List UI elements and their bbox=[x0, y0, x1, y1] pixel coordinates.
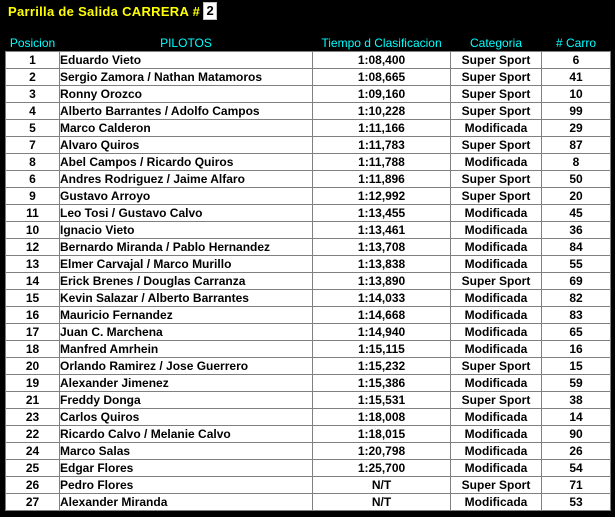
qualifying-time-cell: 1:13,890 bbox=[313, 273, 451, 290]
qualifying-time-cell: 1:15,232 bbox=[313, 358, 451, 375]
car-number-cell: 6 bbox=[542, 52, 611, 69]
driver-cell: Andres Rodriguez / Jaime Alfaro bbox=[60, 171, 313, 188]
car-number-cell: 83 bbox=[542, 307, 611, 324]
category-cell: Modificada bbox=[451, 222, 542, 239]
car-number-cell: 50 bbox=[542, 171, 611, 188]
driver-cell: Pedro Flores bbox=[60, 477, 313, 494]
qualifying-time-cell: 1:11,783 bbox=[313, 137, 451, 154]
category-cell: Super Sport bbox=[451, 358, 542, 375]
driver-cell: Ignacio Vieto bbox=[60, 222, 313, 239]
car-number-cell: 20 bbox=[542, 188, 611, 205]
position-cell: 19 bbox=[6, 375, 60, 392]
qualifying-time-cell: 1:08,665 bbox=[313, 69, 451, 86]
column-header-tiempo: Tiempo d Clasificacion bbox=[313, 34, 451, 52]
position-cell: 26 bbox=[6, 477, 60, 494]
category-cell: Modificada bbox=[451, 375, 542, 392]
position-cell: 16 bbox=[6, 307, 60, 324]
position-cell: 21 bbox=[6, 392, 60, 409]
qualifying-time-cell: 1:11,896 bbox=[313, 171, 451, 188]
car-number-cell: 10 bbox=[542, 86, 611, 103]
car-number-cell: 59 bbox=[542, 375, 611, 392]
driver-cell: Sergio Zamora / Nathan Matamoros bbox=[60, 69, 313, 86]
qualifying-time-cell: 1:11,166 bbox=[313, 120, 451, 137]
position-cell: 13 bbox=[6, 256, 60, 273]
page-title: Parrilla de Salida CARRERA # bbox=[8, 3, 201, 19]
car-number-cell: 16 bbox=[542, 341, 611, 358]
table-row bbox=[6, 324, 611, 341]
car-number-cell: 29 bbox=[542, 120, 611, 137]
position-cell: 24 bbox=[6, 443, 60, 460]
category-cell: Modificada bbox=[451, 239, 542, 256]
column-header-carro: # Carro bbox=[542, 34, 611, 52]
driver-cell: Edgar Flores bbox=[60, 460, 313, 477]
car-number-cell: 15 bbox=[542, 358, 611, 375]
position-cell: 27 bbox=[6, 494, 60, 511]
car-number-cell: 8 bbox=[542, 154, 611, 171]
qualifying-time-cell: 1:13,708 bbox=[313, 239, 451, 256]
driver-cell: Marco Calderon bbox=[60, 120, 313, 137]
driver-cell: Mauricio Fernandez bbox=[60, 307, 313, 324]
category-cell: Super Sport bbox=[451, 273, 542, 290]
table-row bbox=[6, 375, 611, 392]
car-number-cell: 54 bbox=[542, 460, 611, 477]
qualifying-time-cell: 1:13,461 bbox=[313, 222, 451, 239]
driver-cell: Kevin Salazar / Alberto Barrantes bbox=[60, 290, 313, 307]
table-row bbox=[6, 86, 611, 103]
table-row bbox=[6, 477, 611, 494]
starting-grid-table bbox=[5, 34, 611, 511]
position-cell: 22 bbox=[6, 426, 60, 443]
category-cell: Modificada bbox=[451, 341, 542, 358]
qualifying-time-cell: 1:18,008 bbox=[313, 409, 451, 426]
driver-cell: Alexander Jimenez bbox=[60, 375, 313, 392]
category-cell: Modificada bbox=[451, 205, 542, 222]
table-row bbox=[6, 120, 611, 137]
driver-cell: Elmer Carvajal / Marco Murillo bbox=[60, 256, 313, 273]
qualifying-time-cell: 1:14,940 bbox=[313, 324, 451, 341]
car-number-cell: 65 bbox=[542, 324, 611, 341]
category-cell: Super Sport bbox=[451, 477, 542, 494]
position-cell: 5 bbox=[6, 120, 60, 137]
category-cell: Modificada bbox=[451, 426, 542, 443]
qualifying-time-cell: 1:11,788 bbox=[313, 154, 451, 171]
qualifying-time-cell: 1:20,798 bbox=[313, 443, 451, 460]
position-cell: 10 bbox=[6, 222, 60, 239]
car-number-cell: 41 bbox=[542, 69, 611, 86]
driver-cell: Alexander Miranda bbox=[60, 494, 313, 511]
table-row bbox=[6, 443, 611, 460]
category-cell: Modificada bbox=[451, 324, 542, 341]
driver-cell: Juan C. Marchena bbox=[60, 324, 313, 341]
qualifying-time-cell: 1:13,455 bbox=[313, 205, 451, 222]
table-row bbox=[6, 341, 611, 358]
car-number-cell: 71 bbox=[542, 477, 611, 494]
position-cell: 6 bbox=[6, 171, 60, 188]
category-cell: Modificada bbox=[451, 120, 542, 137]
position-cell: 15 bbox=[6, 290, 60, 307]
qualifying-time-cell: 1:15,115 bbox=[313, 341, 451, 358]
position-cell: 20 bbox=[6, 358, 60, 375]
driver-cell: Eduardo Vieto bbox=[60, 52, 313, 69]
table-row bbox=[6, 494, 611, 511]
table-row bbox=[6, 358, 611, 375]
table-row bbox=[6, 392, 611, 409]
driver-cell: Ronny Orozco bbox=[60, 86, 313, 103]
category-cell: Modificada bbox=[451, 409, 542, 426]
category-cell: Super Sport bbox=[451, 137, 542, 154]
driver-cell: Alberto Barrantes / Adolfo Campos bbox=[60, 103, 313, 120]
category-cell: Modificada bbox=[451, 494, 542, 511]
driver-cell: Alvaro Quiros bbox=[60, 137, 313, 154]
position-cell: 1 bbox=[6, 52, 60, 69]
qualifying-time-cell: 1:12,992 bbox=[313, 188, 451, 205]
table-row bbox=[6, 290, 611, 307]
driver-cell: Orlando Ramirez / Jose Guerrero bbox=[60, 358, 313, 375]
driver-cell: Freddy Donga bbox=[60, 392, 313, 409]
category-cell: Super Sport bbox=[451, 69, 542, 86]
position-cell: 7 bbox=[6, 137, 60, 154]
driver-cell: Leo Tosi / Gustavo Calvo bbox=[60, 205, 313, 222]
category-cell: Super Sport bbox=[451, 52, 542, 69]
category-cell: Super Sport bbox=[451, 392, 542, 409]
table-row bbox=[6, 137, 611, 154]
table-row bbox=[6, 239, 611, 256]
table-row bbox=[6, 171, 611, 188]
table-row bbox=[6, 307, 611, 324]
driver-cell: Gustavo Arroyo bbox=[60, 188, 313, 205]
car-number-cell: 84 bbox=[542, 239, 611, 256]
race-number-box: 2 bbox=[203, 2, 217, 20]
position-cell: 8 bbox=[6, 154, 60, 171]
table-row bbox=[6, 103, 611, 120]
table-row bbox=[6, 460, 611, 477]
qualifying-time-cell: 1:14,033 bbox=[313, 290, 451, 307]
position-cell: 9 bbox=[6, 188, 60, 205]
driver-cell: Erick Brenes / Douglas Carranza bbox=[60, 273, 313, 290]
table-row bbox=[6, 409, 611, 426]
qualifying-time-cell: 1:13,838 bbox=[313, 256, 451, 273]
position-cell: 25 bbox=[6, 460, 60, 477]
table-row bbox=[6, 69, 611, 86]
qualifying-time-cell: 1:25,700 bbox=[313, 460, 451, 477]
driver-cell: Abel Campos / Ricardo Quiros bbox=[60, 154, 313, 171]
category-cell: Super Sport bbox=[451, 103, 542, 120]
car-number-cell: 82 bbox=[542, 290, 611, 307]
car-number-cell: 87 bbox=[542, 137, 611, 154]
car-number-cell: 99 bbox=[542, 103, 611, 120]
category-cell: Modificada bbox=[451, 307, 542, 324]
qualifying-time-cell: 1:09,160 bbox=[313, 86, 451, 103]
table-row bbox=[6, 222, 611, 239]
table-header-row bbox=[6, 34, 611, 52]
column-header-categoria: Categoria bbox=[451, 34, 542, 52]
car-number-cell: 14 bbox=[542, 409, 611, 426]
table-row bbox=[6, 154, 611, 171]
category-cell: Modificada bbox=[451, 154, 542, 171]
table-row bbox=[6, 256, 611, 273]
car-number-cell: 55 bbox=[542, 256, 611, 273]
driver-cell: Manfred Amrhein bbox=[60, 341, 313, 358]
qualifying-time-cell: N/T bbox=[313, 494, 451, 511]
car-number-cell: 45 bbox=[542, 205, 611, 222]
qualifying-time-cell: 1:10,228 bbox=[313, 103, 451, 120]
position-cell: 17 bbox=[6, 324, 60, 341]
position-cell: 4 bbox=[6, 103, 60, 120]
table-row bbox=[6, 205, 611, 222]
qualifying-time-cell: 1:15,531 bbox=[313, 392, 451, 409]
category-cell: Super Sport bbox=[451, 188, 542, 205]
category-cell: Super Sport bbox=[451, 86, 542, 103]
qualifying-time-cell: 1:08,400 bbox=[313, 52, 451, 69]
position-cell: 12 bbox=[6, 239, 60, 256]
driver-cell: Marco Salas bbox=[60, 443, 313, 460]
qualifying-time-cell: 1:14,668 bbox=[313, 307, 451, 324]
position-cell: 18 bbox=[6, 341, 60, 358]
title-bar bbox=[0, 0, 217, 22]
position-cell: 11 bbox=[6, 205, 60, 222]
table-row bbox=[6, 273, 611, 290]
category-cell: Modificada bbox=[451, 290, 542, 307]
table-row bbox=[6, 188, 611, 205]
driver-cell: Ricardo Calvo / Melanie Calvo bbox=[60, 426, 313, 443]
category-cell: Modificada bbox=[451, 443, 542, 460]
column-header-pilotos: PILOTOS bbox=[60, 34, 313, 52]
table-body bbox=[6, 52, 611, 511]
car-number-cell: 26 bbox=[542, 443, 611, 460]
category-cell: Super Sport bbox=[451, 171, 542, 188]
position-cell: 23 bbox=[6, 409, 60, 426]
qualifying-time-cell: N/T bbox=[313, 477, 451, 494]
table-row bbox=[6, 426, 611, 443]
car-number-cell: 90 bbox=[542, 426, 611, 443]
car-number-cell: 36 bbox=[542, 222, 611, 239]
qualifying-time-cell: 1:15,386 bbox=[313, 375, 451, 392]
position-cell: 14 bbox=[6, 273, 60, 290]
driver-cell: Carlos Quiros bbox=[60, 409, 313, 426]
category-cell: Modificada bbox=[451, 460, 542, 477]
car-number-cell: 69 bbox=[542, 273, 611, 290]
category-cell: Modificada bbox=[451, 256, 542, 273]
qualifying-time-cell: 1:18,015 bbox=[313, 426, 451, 443]
driver-cell: Bernardo Miranda / Pablo Hernandez bbox=[60, 239, 313, 256]
car-number-cell: 38 bbox=[542, 392, 611, 409]
car-number-cell: 53 bbox=[542, 494, 611, 511]
column-header-posicion: Posicion bbox=[6, 34, 60, 52]
table-row bbox=[6, 52, 611, 69]
position-cell: 2 bbox=[6, 69, 60, 86]
position-cell: 3 bbox=[6, 86, 60, 103]
